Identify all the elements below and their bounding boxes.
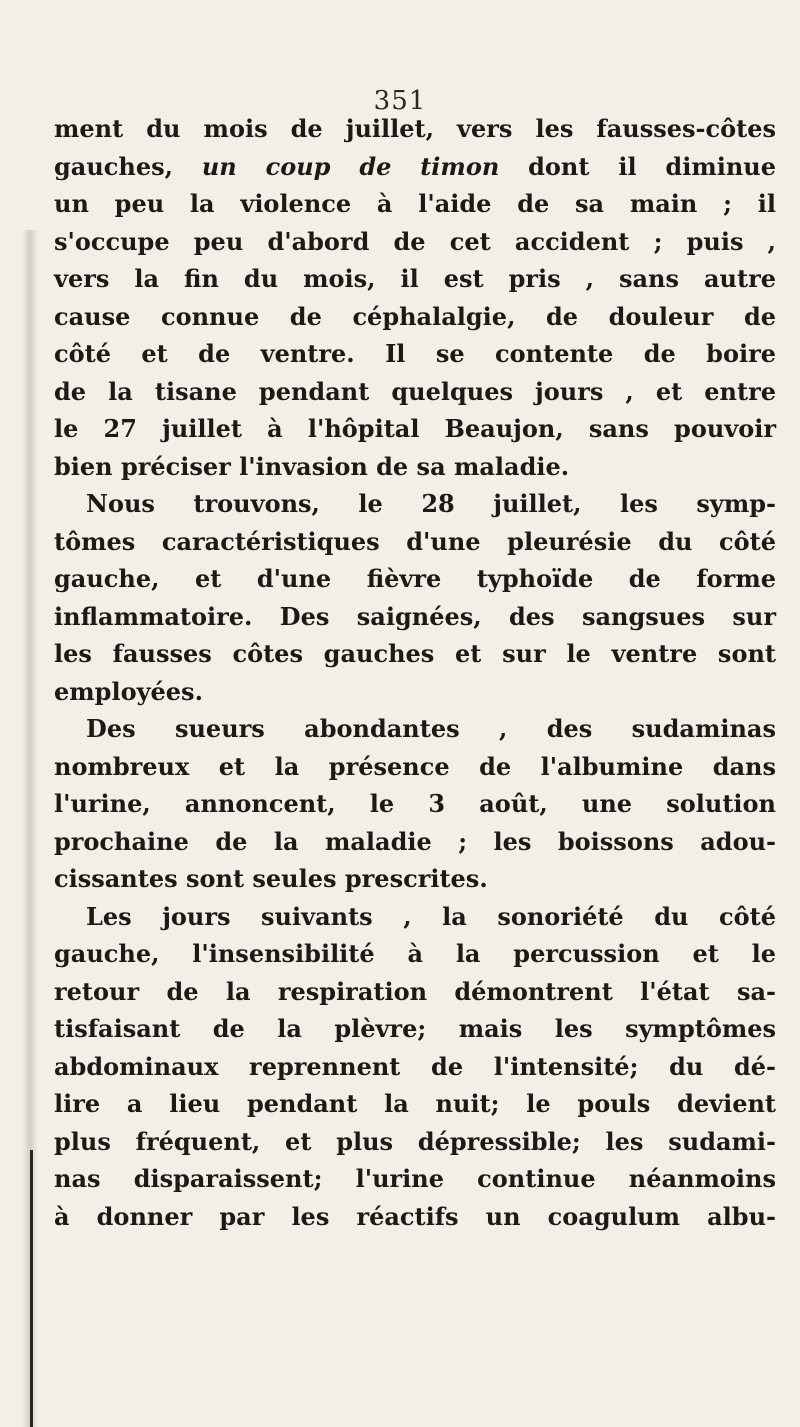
text-line: inflammatoire. Des saignées, des sangsues sur <box>54 601 776 631</box>
text-line: lire a lieu pendant la nuit; le pouls devient <box>54 1089 776 1118</box>
text-line: gauche, l'insensibilité à la percussion et le <box>54 939 776 968</box>
text-line: à donner par les réactifs un coagulum albu- <box>54 1201 776 1231</box>
paragraph-end-line: employées. <box>54 676 203 706</box>
text-line: tisfaisant de la plèvre; mais les symptômes <box>54 1014 776 1043</box>
text-line: plus fréquent, et plus dépressible; les sudami- <box>54 1126 776 1156</box>
text-line: un peu la violence à l'aide de sa main ; il <box>54 189 776 218</box>
italic-phrase: un coup de timon <box>201 151 500 181</box>
text-line: vers la fin du mois, il est pris , sans autre <box>54 264 776 293</box>
page-number: 351 <box>373 86 427 116</box>
paragraph-start-line: Des sueurs abondantes , des sudaminas <box>86 714 776 743</box>
text-line: cause connue de céphalalgie, de douleur de <box>54 301 776 331</box>
text-line: nombreux et la présence de l'albumine dans <box>54 751 776 781</box>
text-line: tômes caractéristiques d'une pleurésie du côté <box>54 526 776 556</box>
text-line: l'urine, annoncent, le 3 août, une solution <box>54 789 776 818</box>
text-segment: gauches, <box>54 151 202 181</box>
paragraph-start-line: Nous trouvons, le 28 juillet, les symp- <box>86 489 776 518</box>
text-line: ment du mois de juillet, vers les fausses-côtes <box>54 114 776 143</box>
text-segment: dont il diminue <box>499 151 776 181</box>
text-line: gauche, et d'une fièvre typhoïde de forme <box>54 564 776 593</box>
text-line: de la tisane pendant quelques jours , et entre <box>54 376 776 406</box>
paragraph-end-line: bien préciser l'invasion de sa maladie. <box>54 451 570 481</box>
paragraph-start-line: Les jours suivants , la sonoriété du côté <box>86 901 776 931</box>
text-line: abdominaux reprennent de l'intensité; du dé- <box>54 1051 776 1081</box>
text-line: prochaine de la maladie ; les boissons adou- <box>54 826 776 856</box>
text-line: retour de la respiration démontrent l'état sa- <box>54 976 776 1006</box>
binding-edge <box>30 1150 33 1427</box>
text-line: nas disparaissent; l'urine continue néanmoins <box>54 1164 776 1193</box>
text-line: les fausses côtes gauches et sur le ventre sont <box>54 639 776 668</box>
text-line: côté et de ventre. Il se contente de boire <box>54 339 776 368</box>
text-line: s'occupe peu d'abord de cet accident ; puis , <box>54 226 776 256</box>
text-line: le 27 juillet à l'hôpital Beaujon, sans pouvoir <box>54 414 776 443</box>
paragraph-end-line: cissantes sont seules prescrites. <box>54 864 488 893</box>
body-text <box>54 110 776 1235</box>
text-line <box>54 148 776 186</box>
